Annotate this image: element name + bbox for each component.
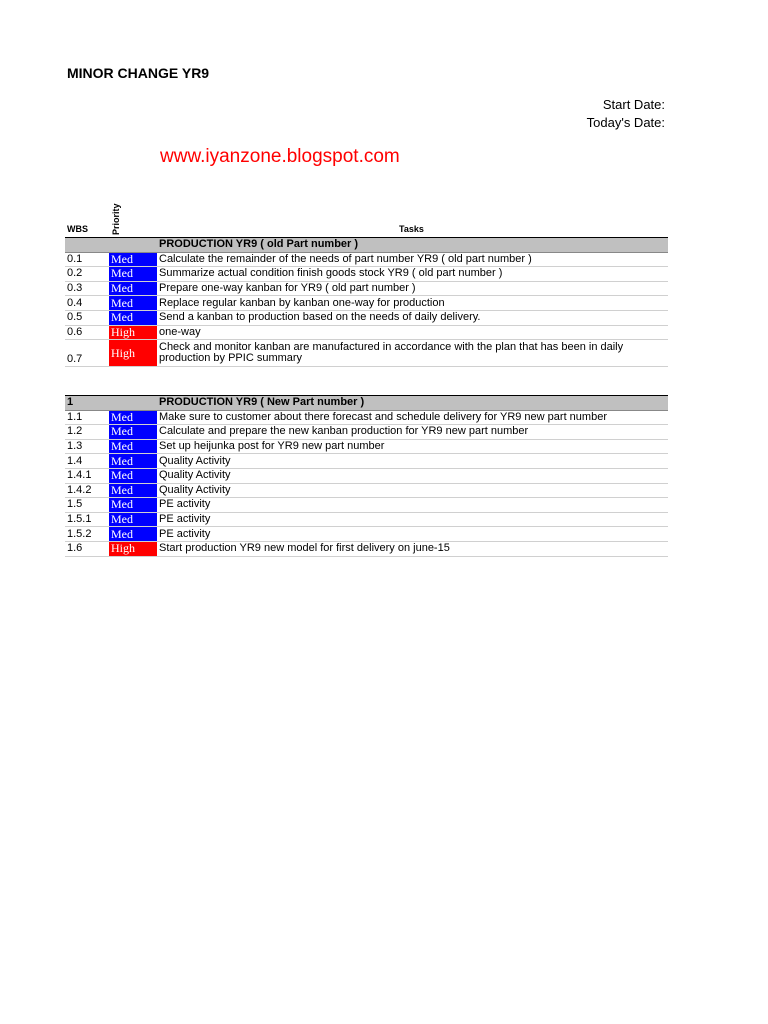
wbs-header: WBS: [67, 224, 88, 234]
table-row: [65, 512, 668, 527]
priority-cell: Med: [109, 425, 157, 440]
task-cell: Replace regular kanban by kanban one-way for production: [157, 296, 668, 311]
wbs-cell: 0.1: [65, 252, 109, 267]
task-cell: Make sure to customer about there forecast and schedule delivery for YR9 new part number: [157, 410, 668, 425]
section-title: PRODUCTION YR9 ( old Part number ): [157, 238, 668, 253]
section-title: PRODUCTION YR9 ( New Part number ): [157, 396, 668, 411]
priority-cell: Med: [109, 454, 157, 469]
task-cell: Quality Activity: [157, 483, 668, 498]
task-cell: Calculate the remainder of the needs of part number YR9 ( old part number ): [157, 252, 668, 267]
priority-cell: Med: [109, 267, 157, 282]
priority-cell: Med: [109, 296, 157, 311]
table-row: [65, 454, 668, 469]
table-row: [65, 267, 668, 282]
wbs-cell: 0.5: [65, 310, 109, 325]
wbs-cell: 1.5: [65, 498, 109, 513]
priority-header: Priority: [111, 203, 121, 235]
table-row: [65, 325, 668, 340]
section-new-table: [65, 395, 668, 557]
priority-cell: Med: [109, 252, 157, 267]
wbs-cell: 1.1: [65, 410, 109, 425]
task-cell: Summarize actual condition finish goods stock YR9 ( old part number ): [157, 267, 668, 282]
wbs-cell: 1.4.2: [65, 483, 109, 498]
task-cell: Send a kanban to production based on the needs of daily delivery.: [157, 310, 668, 325]
priority-cell: Med: [109, 483, 157, 498]
wbs-cell: 0.3: [65, 281, 109, 296]
wbs-cell: 0.6: [65, 325, 109, 340]
task-cell: Start production YR9 new model for first delivery on june-15: [157, 541, 668, 556]
task-cell: Check and monitor kanban are manufactured in accordance with the plan that has been in daily production by PPIC summary: [157, 340, 668, 367]
section-wbs: [65, 238, 109, 253]
wbs-cell: 1.6: [65, 541, 109, 556]
wbs-cell: 1.4.1: [65, 468, 109, 483]
task-cell: Quality Activity: [157, 454, 668, 469]
table-row: [65, 527, 668, 542]
table-row: [65, 296, 668, 311]
priority-cell: Med: [109, 410, 157, 425]
wbs-cell: 1.2: [65, 425, 109, 440]
table-row: [65, 281, 668, 296]
task-cell: Set up heijunka post for YR9 new part number: [157, 439, 668, 454]
table-row: [65, 541, 668, 556]
priority-cell: Med: [109, 281, 157, 296]
tasks-header: Tasks: [399, 224, 424, 234]
priority-cell: Med: [109, 468, 157, 483]
wbs-cell: 0.4: [65, 296, 109, 311]
table-row: [65, 410, 668, 425]
table-row: [65, 310, 668, 325]
priority-cell: Med: [109, 439, 157, 454]
priority-cell: High: [109, 325, 157, 340]
table-row: [65, 468, 668, 483]
task-cell: Prepare one-way kanban for YR9 ( old part number ): [157, 281, 668, 296]
section-header-row: [65, 396, 668, 411]
table-row: [65, 252, 668, 267]
table-row: [65, 439, 668, 454]
task-cell: PE activity: [157, 512, 668, 527]
table-row: [65, 498, 668, 513]
table-row: [65, 340, 668, 367]
priority-cell: Med: [109, 512, 157, 527]
today-date-label: Today's Date:: [586, 115, 665, 130]
priority-cell: High: [109, 340, 157, 367]
task-cell: Quality Activity: [157, 468, 668, 483]
priority-cell: Med: [109, 527, 157, 542]
priority-cell: Med: [109, 310, 157, 325]
priority-cell: Med: [109, 498, 157, 513]
task-cell: Calculate and prepare the new kanban production for YR9 new part number: [157, 425, 668, 440]
wbs-cell: 0.7: [65, 340, 109, 367]
section-old-table: [65, 237, 668, 367]
wbs-cell: 1.4: [65, 454, 109, 469]
start-date-label: Start Date:: [602, 97, 665, 112]
wbs-cell: 0.2: [65, 267, 109, 282]
task-cell: one-way: [157, 325, 668, 340]
page-title: MINOR CHANGE YR9: [67, 65, 210, 81]
task-cell: PE activity: [157, 527, 668, 542]
table-row: [65, 425, 668, 440]
task-cell: PE activity: [157, 498, 668, 513]
blog-url-link[interactable]: www.iyanzone.blogspot.com: [160, 146, 400, 167]
date-block: [587, 96, 665, 132]
section-priority: [109, 238, 157, 253]
section-priority: [109, 396, 157, 411]
wbs-cell: 1.5.2: [65, 527, 109, 542]
section-wbs: 1: [65, 396, 109, 411]
priority-cell: High: [109, 541, 157, 556]
wbs-cell: 1.3: [65, 439, 109, 454]
wbs-cell: 1.5.1: [65, 512, 109, 527]
section-header-row: [65, 238, 668, 253]
table-row: [65, 483, 668, 498]
